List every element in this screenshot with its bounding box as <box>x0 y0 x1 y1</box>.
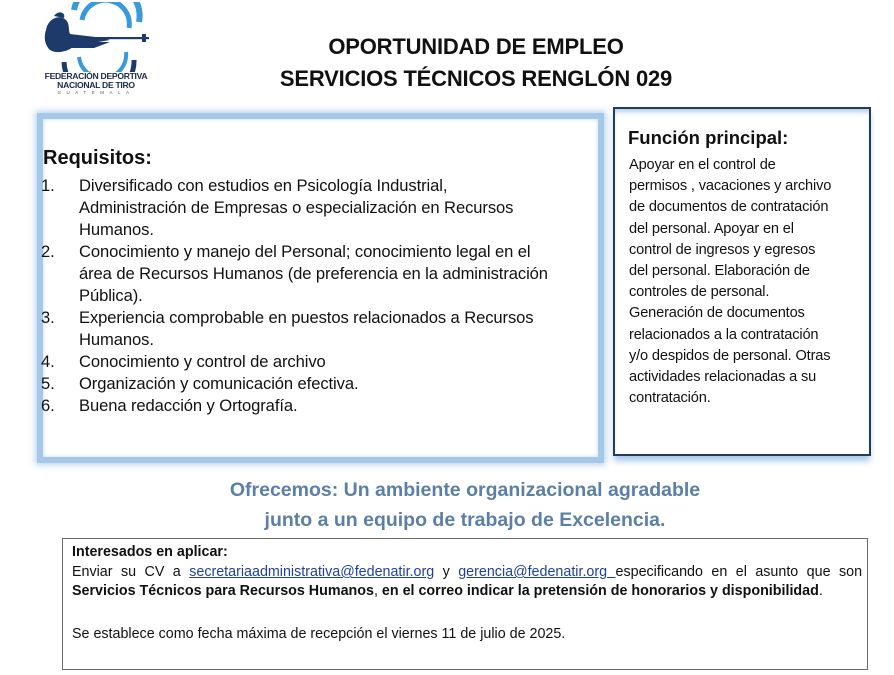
main-function-line: relacionados a la contratación <box>629 326 819 343</box>
requirement-line: Buena redacción y Ortografía. <box>79 396 298 415</box>
offer-line-2: junto a un equipo de trabajo de Excelencia. <box>264 509 666 531</box>
main-function-heading: Función principal: <box>628 127 789 148</box>
main-function-line: controles de personal. <box>629 284 770 301</box>
instruction-text: . <box>818 583 823 600</box>
subject-text: Servicios Técnicos para Recursos Humanos <box>72 583 374 600</box>
requirement-item <box>41 351 611 373</box>
main-function-line: Generación de documentos <box>629 305 805 322</box>
logo-line-2: NACIONAL DE TIRO <box>57 80 135 90</box>
page-title-line-1: OPORTUNIDAD DE EMPLEO <box>328 34 624 59</box>
requirement-number: 1. <box>41 176 55 195</box>
requirements-heading: Requisitos: <box>43 147 152 169</box>
main-function-line: de documentos de contratación <box>629 199 829 216</box>
main-function-line: Apoyar en el control de <box>629 157 776 173</box>
application-heading: Interesados en aplicar: <box>72 544 228 560</box>
main-function-line: y/o despidos de personal. Otras <box>629 347 831 364</box>
requirement-item <box>41 395 611 417</box>
page-title-line-2: SERVICIOS TÉCNICOS RENGLÓN 029 <box>279 66 673 91</box>
requirements-list <box>41 175 611 417</box>
requirement-line: Administración de Empresas o especialización en Recursos <box>79 198 514 217</box>
main-function-line: contratación. <box>629 390 711 407</box>
main-function-line: actividades relacionadas a su <box>629 369 817 386</box>
requirement-number: 5. <box>41 374 55 393</box>
requirement-line: Humanos. <box>79 330 154 349</box>
requirement-line: Pública). <box>79 286 143 305</box>
logo-line-1: FEDERACIÓN DEPORTIVA <box>44 71 148 81</box>
requirement-number: 2. <box>41 242 55 261</box>
requirement-number: 4. <box>41 352 55 371</box>
salary-instruction: en el correo indicar la pretensión de honorarios y disponibilidad <box>381 583 819 600</box>
main-function-line: control de ingresos y egresos <box>629 241 816 258</box>
main-function-text <box>629 155 869 409</box>
email-link-secretaria[interactable]: secretariaadministrativa@fedenatir.org <box>189 564 435 580</box>
offer-line-1: Ofrecemos: Un ambiente organizacional agradable <box>229 479 701 501</box>
instruction-text: y <box>434 564 459 580</box>
requirement-item <box>41 175 611 241</box>
instruction-text: especificando en el asunto que son <box>615 564 863 580</box>
instruction-text: , <box>373 583 382 600</box>
deadline-text: Se establece como fecha máxima de recepción el viernes 11 de julio de 2025. <box>72 626 566 642</box>
main-function-line: del personal. Elaboración de <box>629 263 810 280</box>
email-link-gerencia[interactable]: gerencia@fedenatir.org <box>458 564 616 580</box>
requirement-line: área de Recursos Humanos (de preferencia en la administración <box>79 264 548 283</box>
requirement-line: Conocimiento y manejo del Personal; conocimiento legal en el <box>79 242 531 261</box>
requirement-number: 3. <box>41 308 55 327</box>
requirement-line: Conocimiento y control de archivo <box>79 352 326 371</box>
logo-line-3: GUATEMALA <box>57 90 135 95</box>
requirement-number: 6. <box>41 396 55 415</box>
requirement-item <box>41 307 611 351</box>
requirement-line: Humanos. <box>79 220 154 239</box>
main-function-line: permisos , vacaciones y archivo <box>629 178 832 195</box>
application-instructions <box>72 563 862 602</box>
main-function-line: del personal. Apoyar en el <box>629 220 794 237</box>
shooter-target-icon <box>34 2 158 72</box>
requirement-item <box>41 373 611 395</box>
requirement-item <box>41 241 611 307</box>
instruction-text: Enviar su CV a <box>72 564 190 580</box>
requirement-line: Organización y comunicación efectiva. <box>79 374 359 393</box>
requirement-line: Experiencia comprobable en puestos relacionados a Recursos <box>79 308 534 327</box>
federation-logo <box>34 2 158 98</box>
requirement-line: Diversificado con estudios en Psicología Industrial, <box>79 176 448 195</box>
